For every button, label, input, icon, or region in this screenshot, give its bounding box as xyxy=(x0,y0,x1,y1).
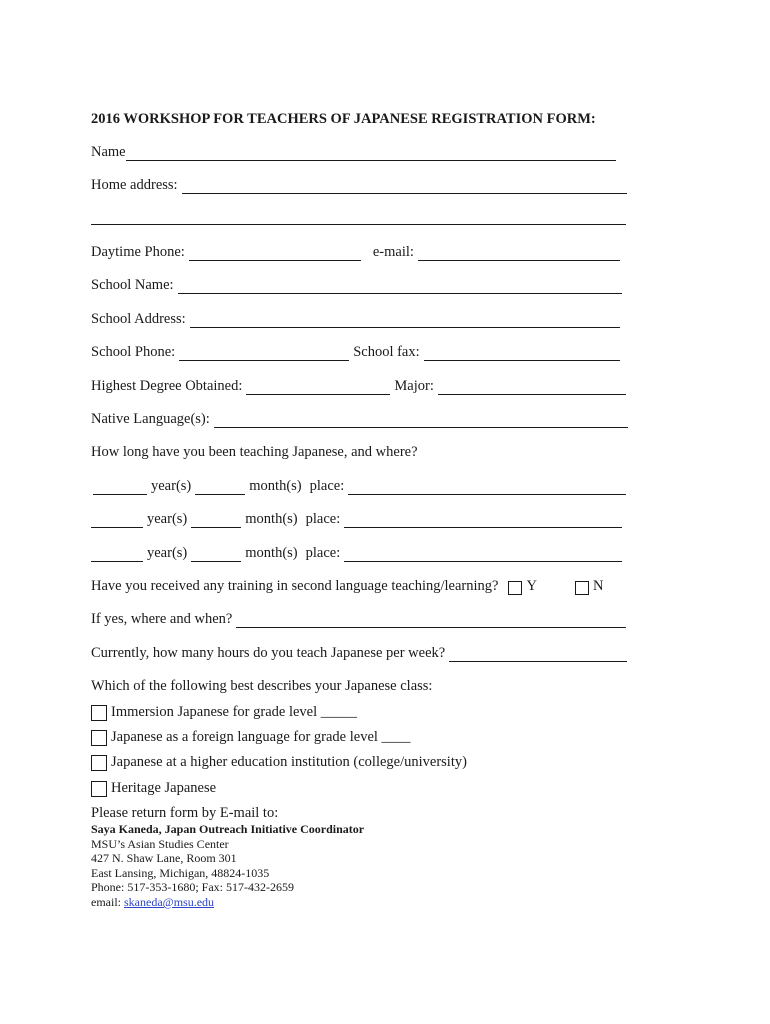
training-question: Have you received any training in second language teaching/learning? xyxy=(91,578,499,594)
email-field[interactable] xyxy=(418,246,620,261)
class-option-1-checkbox[interactable] xyxy=(91,705,107,721)
place-label-1: place: xyxy=(309,478,345,494)
class-option-2 xyxy=(91,728,411,746)
school-fax-field[interactable] xyxy=(424,346,620,361)
class-option-4-label: Heritage Japanese xyxy=(111,780,217,796)
place-label-3: place: xyxy=(305,545,341,561)
place-field-2[interactable] xyxy=(344,513,622,528)
school-phone-fax-row xyxy=(91,343,620,361)
months-field-3[interactable] xyxy=(191,547,241,562)
form-title: 2016 WORKSHOP FOR TEACHERS OF JAPANESE REGISTRATION FORM: xyxy=(91,111,596,127)
years-field-3[interactable] xyxy=(91,547,143,562)
school-name-field[interactable] xyxy=(178,279,622,294)
if-yes-label: If yes, where and when? xyxy=(91,611,233,627)
home-address-field-2[interactable] xyxy=(91,210,626,225)
major-label: Major: xyxy=(394,378,434,394)
class-option-1-label: Immersion Japanese for grade level _____ xyxy=(111,704,358,720)
months-field-1[interactable] xyxy=(195,480,245,495)
teaching-entry-2 xyxy=(91,510,622,528)
years-field-2[interactable] xyxy=(91,513,143,528)
place-field-1[interactable] xyxy=(348,480,626,495)
class-question: Which of the following best describes your Japanese class: xyxy=(91,678,433,694)
training-yes-label: Y xyxy=(526,578,537,594)
years-label-1: year(s) xyxy=(151,478,192,494)
months-label-1: month(s) xyxy=(249,478,302,494)
contact-street: 427 N. Shaw Lane, Room 301 xyxy=(91,851,237,865)
contact-center: MSU’s Asian Studies Center xyxy=(91,837,229,851)
school-phone-label: School Phone: xyxy=(91,344,176,360)
place-label-2: place: xyxy=(305,511,341,527)
contact-email-link[interactable]: skaneda@msu.edu xyxy=(124,895,215,909)
school-name-label: School Name: xyxy=(91,277,174,293)
home-address-row-2 xyxy=(91,210,626,225)
if-yes-field[interactable] xyxy=(236,613,626,628)
email-label: e-mail: xyxy=(372,244,414,260)
home-address-row xyxy=(91,176,627,194)
school-address-row xyxy=(91,310,620,328)
school-fax-label: School fax: xyxy=(353,344,420,360)
home-address-field[interactable] xyxy=(182,179,627,194)
return-instruction: Please return form by E-mail to: xyxy=(91,805,279,821)
native-language-label: Native Language(s): xyxy=(91,411,210,427)
phone-email-row xyxy=(91,243,620,261)
name-row xyxy=(91,143,616,161)
months-label-2: month(s) xyxy=(245,511,298,527)
school-address-field[interactable] xyxy=(190,313,620,328)
contact-email-row xyxy=(91,895,214,910)
teaching-question: How long have you been teaching Japanese, and where? xyxy=(91,444,418,460)
name-label: Name xyxy=(91,144,126,160)
years-label-3: year(s) xyxy=(147,545,188,561)
teaching-entry-3 xyxy=(91,544,622,562)
name-field[interactable] xyxy=(126,146,616,161)
class-option-3-checkbox[interactable] xyxy=(91,755,107,771)
hours-field[interactable] xyxy=(449,647,627,662)
daytime-phone-label: Daytime Phone: xyxy=(91,244,185,260)
major-field[interactable] xyxy=(438,380,626,395)
class-option-2-label: Japanese as a foreign language for grade level ____ xyxy=(111,729,411,745)
school-address-label: School Address: xyxy=(91,311,186,327)
class-option-4 xyxy=(91,779,216,797)
school-name-row xyxy=(91,276,622,294)
place-field-3[interactable] xyxy=(344,547,622,562)
class-option-3-label: Japanese at a higher education institution (college/university) xyxy=(111,754,467,770)
daytime-phone-field[interactable] xyxy=(189,246,361,261)
contact-coordinator: Saya Kaneda, Japan Outreach Initiative Coordinator xyxy=(91,822,365,836)
training-no-checkbox[interactable] xyxy=(575,581,589,595)
hours-question: Currently, how many hours do you teach Japanese per week? xyxy=(91,645,446,661)
contact-phone-fax: Phone: 517-353-1680; Fax: 517-432-2659 xyxy=(91,880,294,894)
home-address-label: Home address: xyxy=(91,177,178,193)
hours-row xyxy=(91,644,627,662)
contact-email-prefix: email: xyxy=(91,895,124,909)
if-yes-row xyxy=(91,610,626,628)
training-no-label: N xyxy=(592,578,604,594)
class-option-4-checkbox[interactable] xyxy=(91,781,107,797)
degree-major-row xyxy=(91,377,626,395)
years-label-2: year(s) xyxy=(147,511,188,527)
degree-field[interactable] xyxy=(246,380,390,395)
training-row xyxy=(91,577,603,595)
training-yes-checkbox[interactable] xyxy=(508,581,522,595)
months-label-3: month(s) xyxy=(245,545,298,561)
class-option-3 xyxy=(91,753,467,771)
native-language-row xyxy=(91,410,628,428)
class-option-1 xyxy=(91,703,357,721)
class-option-2-checkbox[interactable] xyxy=(91,730,107,746)
months-field-2[interactable] xyxy=(191,513,241,528)
school-phone-field[interactable] xyxy=(179,346,349,361)
contact-city: East Lansing, Michigan, 48824-1035 xyxy=(91,866,270,880)
degree-label: Highest Degree Obtained: xyxy=(91,378,243,394)
native-language-field[interactable] xyxy=(214,413,628,428)
teaching-entry-1 xyxy=(93,477,626,495)
years-field-1[interactable] xyxy=(93,480,147,495)
